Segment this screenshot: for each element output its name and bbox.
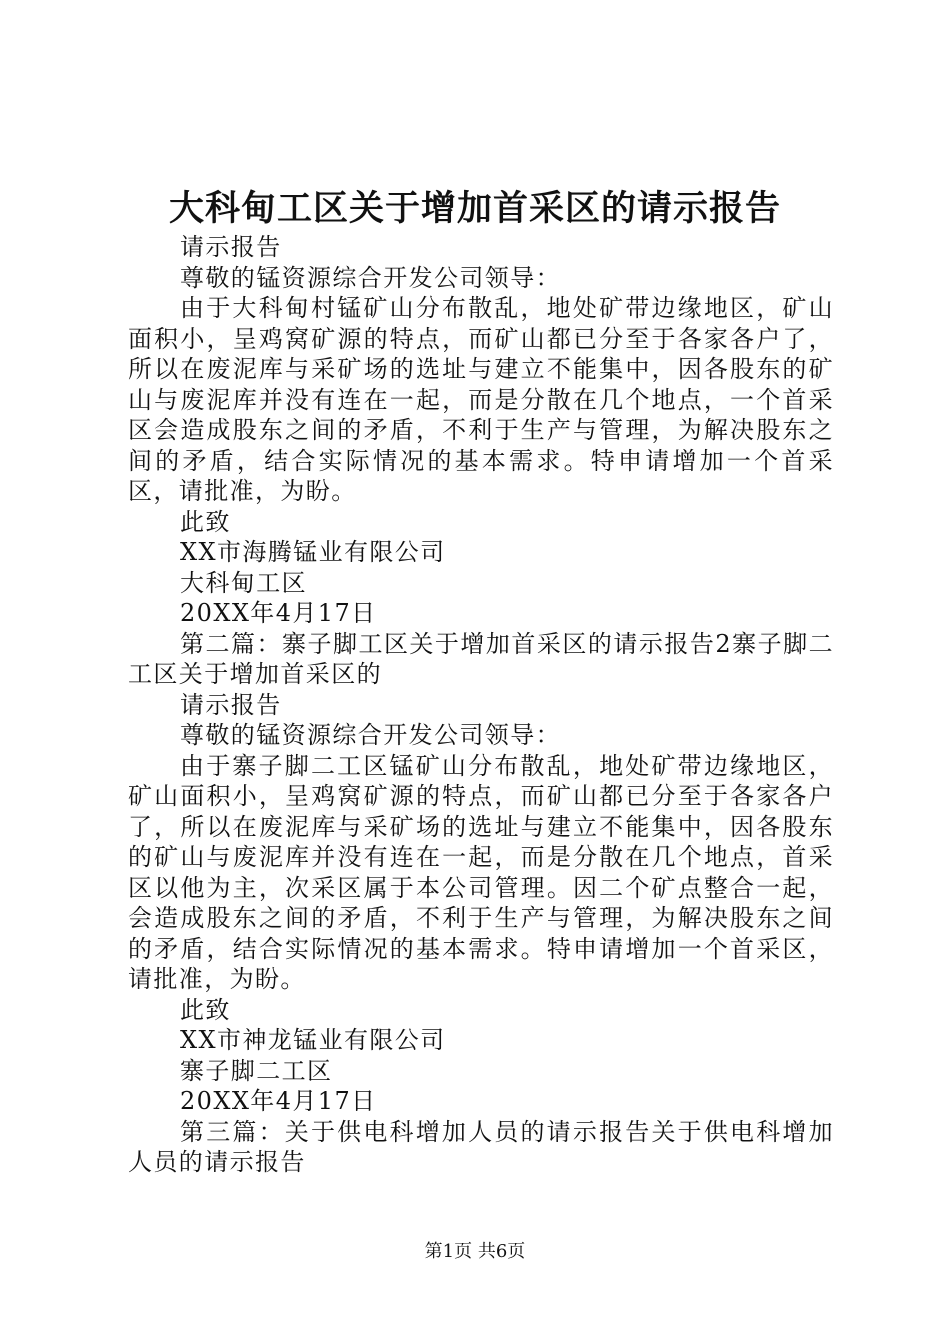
- line-closing: 此致: [180, 507, 231, 536]
- line-company-2: XX市神龙锰业有限公司: [180, 1026, 446, 1054]
- line-work-area: 大科甸工区: [180, 568, 307, 597]
- paragraph-body-1: 由于大科甸村锰矿山分布散乱，地处矿带边缘地区，矿山面积小，呈鸡窝矿源的特点，而矿山都已分至于各家各户了，所以在废泥库与采矿场的选址与建立不能集中，因各股东的矿山与废泥库并没有连在一起，而是分散在几个地点，一个首采区会造成股东之间的矛盾，不利于生产与管理，为解决股东之间的矛盾，结合实际情况的基本需求。特申请增加一个首采区，请批准，为盼。: [128, 294, 834, 505]
- section-heading-3: 第三篇：关于供电科增加人员的请示报告关于供电科增加人员的请示报告: [128, 1117, 834, 1176]
- line-heading-request-2: 请示报告: [180, 690, 282, 719]
- line-closing-2: 此致: [180, 995, 231, 1024]
- line-work-area-2: 寨子脚二工区: [180, 1056, 333, 1085]
- line-salutation: 尊敬的锰资源综合开发公司领导：: [180, 263, 561, 292]
- line-date-2: 20XX年4月17日: [180, 1087, 377, 1115]
- line-heading-request: 请示报告: [180, 233, 282, 261]
- document-body: [128, 232, 834, 1178]
- line-salutation-2: 尊敬的锰资源综合开发公司领导：: [180, 721, 561, 749]
- section-heading-2: 第二篇：寨子脚工区关于增加首采区的请示报告2寨子脚二工区关于增加首采区的: [128, 629, 834, 688]
- document-title: 大科甸工区关于增加首采区的请示报告: [168, 188, 781, 229]
- paragraph-body-2: 由于寨子脚二工区锰矿山分布散乱，地处矿带边缘地区，矿山面积小，呈鸡窝矿源的特点，而矿山都已分至于各家各户了，所以在废泥库与采矿场的选址与建立不能集中，因各股东的矿山与废泥库并没有连在一起，而是分散在几个地点，首采区以他为主，次采区属于本公司管理。因二个矿点整合一起，会造成股东之间的矛盾，不利于生产与管理，为解决股东之间的矛盾，结合实际情况的基本需求。特申请增加一个首采区，请批准，为盼。: [128, 751, 834, 993]
- line-company: XX市海腾锰业有限公司: [180, 538, 446, 566]
- page-footer: 第1页 共6页: [424, 1241, 526, 1262]
- line-date: 20XX年4月17日: [180, 599, 377, 627]
